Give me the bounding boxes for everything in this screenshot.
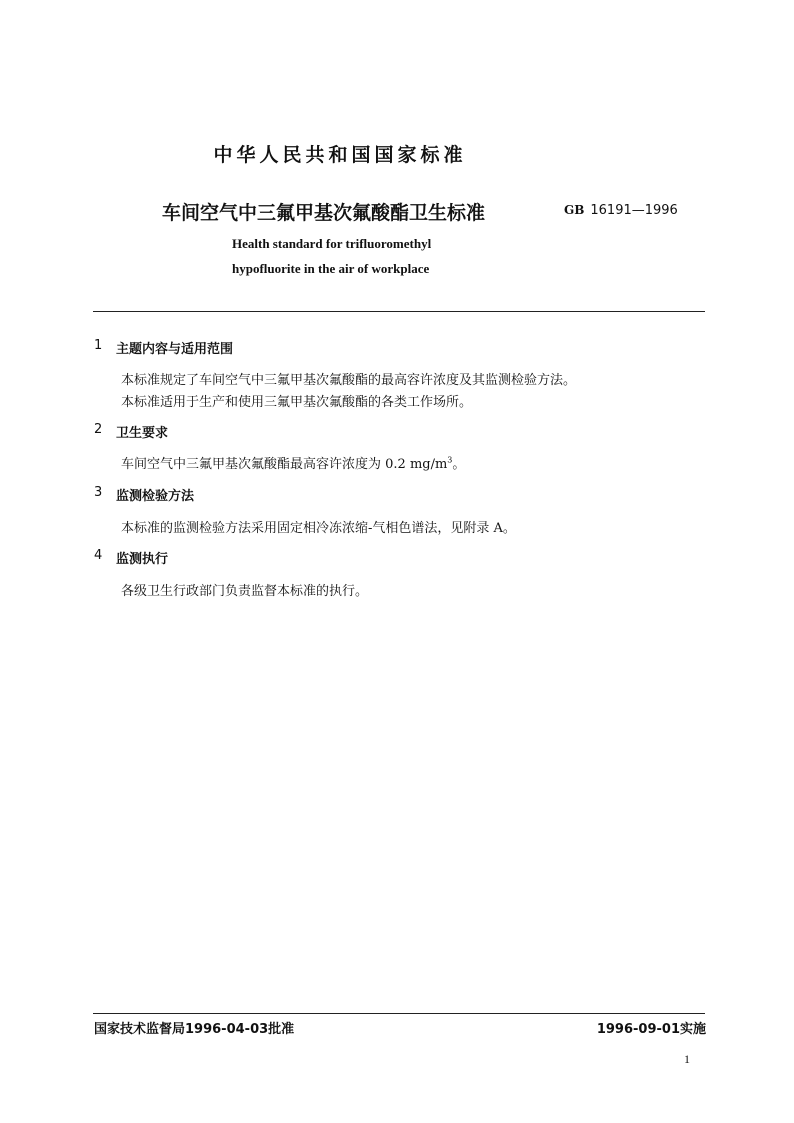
paragraph-text: 车间空气中三氟甲基次氟酸酯最高容许浓度为 0.2 mg/m [121, 457, 448, 472]
superscript: 3 [447, 455, 453, 465]
english-title-line-1: Health standard for trifluoromethyl [232, 236, 432, 251]
section-title: 主题内容与适用范围 [116, 342, 234, 357]
standard-title: 车间空气中三氟甲基次氟酸酯卫生标准 [162, 202, 486, 224]
paragraph-text-end: 。 [452, 457, 466, 472]
approval-date: 国家技术监督局1996-04-03批准 [94, 1022, 295, 1037]
section-number: 2 [94, 422, 103, 437]
gb-prefix: GB [564, 203, 585, 217]
paragraph: 本标准规定了车间空气中三氟甲基次氟酸酯的最高容许浓度及其监测检验方法。 [121, 373, 577, 388]
footer-divider [93, 1013, 705, 1014]
section-number: 3 [94, 485, 103, 500]
gb-number: 16191—1996 [590, 203, 678, 218]
section-title: 卫生要求 [116, 426, 169, 441]
section-number: 1 [94, 338, 103, 353]
page-number: 1 [684, 1052, 690, 1066]
paragraph [121, 453, 465, 472]
section-title: 监测执行 [116, 552, 169, 567]
country-heading: 中华人民共和国国家标准 [213, 144, 467, 166]
section-title: 监测检验方法 [116, 489, 195, 504]
section-number: 4 [94, 548, 103, 563]
english-title-line-2: hypofluorite in the air of workplace [232, 261, 430, 276]
header-divider [93, 311, 705, 312]
gb-code [564, 203, 678, 218]
effective-date: 1996-09-01实施 [596, 1022, 706, 1037]
paragraph: 本标准的监测检验方法采用固定相冷冻浓缩-气相色谱法，见附录 A。 [121, 521, 516, 536]
paragraph: 各级卫生行政部门负责监督本标准的执行。 [121, 584, 369, 599]
paragraph: 本标准适用于生产和使用三氟甲基次氟酸酯的各类工作场所。 [121, 395, 473, 410]
